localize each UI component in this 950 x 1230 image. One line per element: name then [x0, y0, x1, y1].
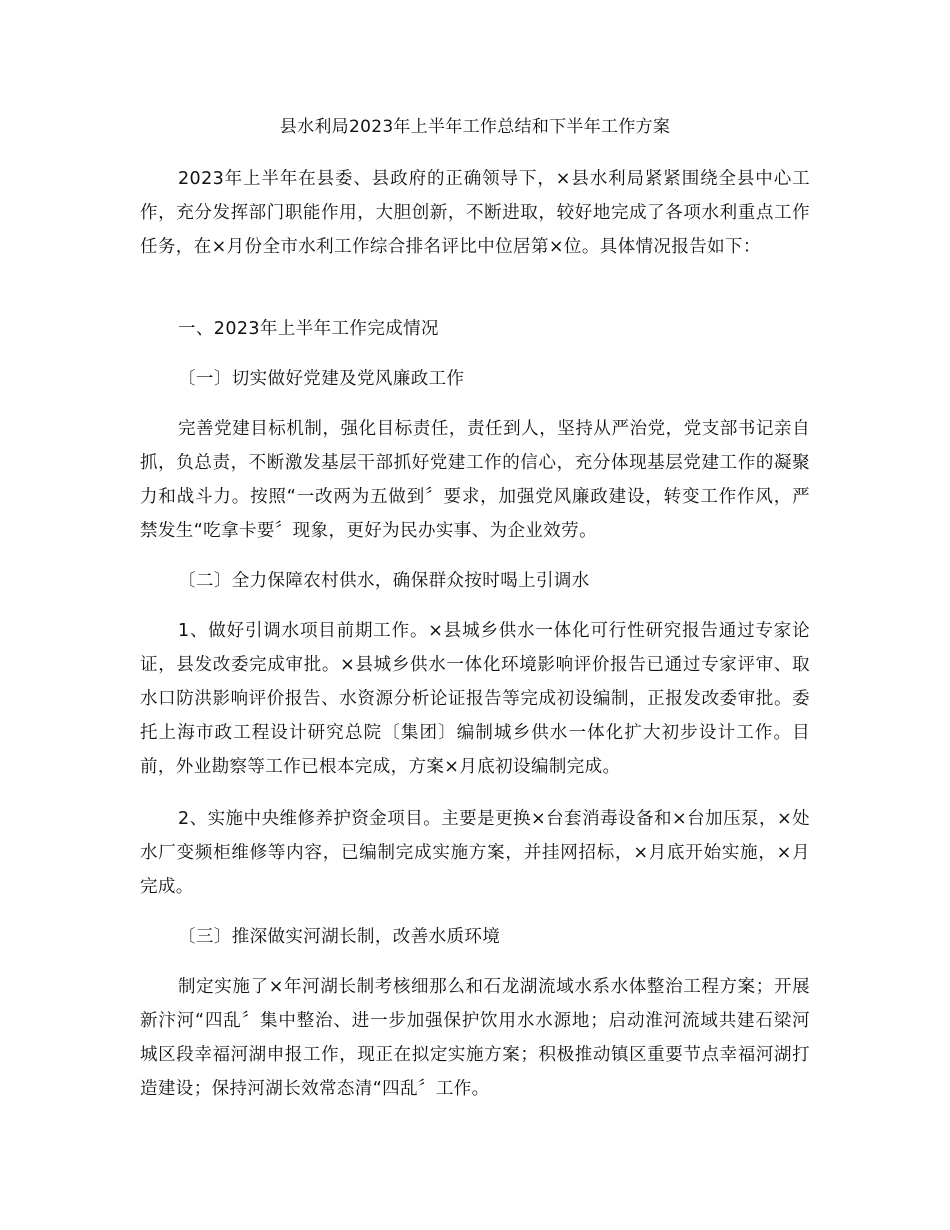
- subsection-heading-2: 〔二〕全力保障农村供水，确保群众按时喝上引调水: [178, 571, 590, 591]
- subsection-1-body: 完善党建目标机制，强化目标责任，责任到人，坚持从严治党，党支部书记亲自抓，负总责，不断激发基层干部抓好党建工作的信心，充分体现基层党建工作的凝聚力和战斗力。按照“一改两为五做到〞要求，加强党风廉政建设，转变工作作风，严禁发生“吃拿卡要〞现象，更好为民办实事、为企业效劳。: [140, 419, 810, 541]
- subsection-3-body: 制定实施了×年河湖长制考核细那么和石龙湖流域水系水体整治工程方案；开展新汴河“四乱〞集中整治、进一步加强保护饮用水水源地；启动淮河流域共建石梁河城区段幸福河湖申报工作，现正在拟定实施方案；积极推动镇区重要节点幸福河湖打造建设；保持河湖长效常态清“四乱〞工作。: [140, 977, 810, 1099]
- subsection-heading-3: 〔三〕推深做实河湖长制，改善水质环境: [178, 927, 501, 947]
- section-heading-1: 一、2023年上半年工作完成情况: [178, 319, 439, 339]
- document-title: 县水利局2023年上半年工作总结和下半年工作方案: [279, 117, 671, 137]
- intro-paragraph: 2023年上半年在县委、县政府的正确领导下，×县水利局紧紧围绕全县中心工作，充分发挥部门职能作用，大胆创新，不断进取，较好地完成了各项水利重点工作任务，在×月份全市水利工作综合排名评比中位居第×位。具体情况报告如下：: [140, 169, 810, 257]
- subsection-heading-1: 〔一〕切实做好党建及党风廉政工作: [178, 369, 465, 389]
- subsection-2-item-1: 1、做好引调水项目前期工作。×县城乡供水一体化可行性研究报告通过专家论证，县发改委完成审批。×县城乡供水一体化环境影响评价报告已通过专家评审、取水口防洪影响评价报告、水资源分析论证报告等完成初设编制，正报发改委审批。委托上海市政工程设计研究总院〔集团〕编制城乡供水一体化扩大初步设计工作。目前，外业勘察等工作已根本完成，方案×月底初设编制完成。: [140, 621, 810, 777]
- subsection-2-item-2: 2、实施中央维修养护资金项目。主要是更换×台套消毒设备和×台加压泵，×处水厂变频柜维修等内容，已编制完成实施方案，并挂网招标，×月底开始实施，×月完成。: [140, 809, 810, 897]
